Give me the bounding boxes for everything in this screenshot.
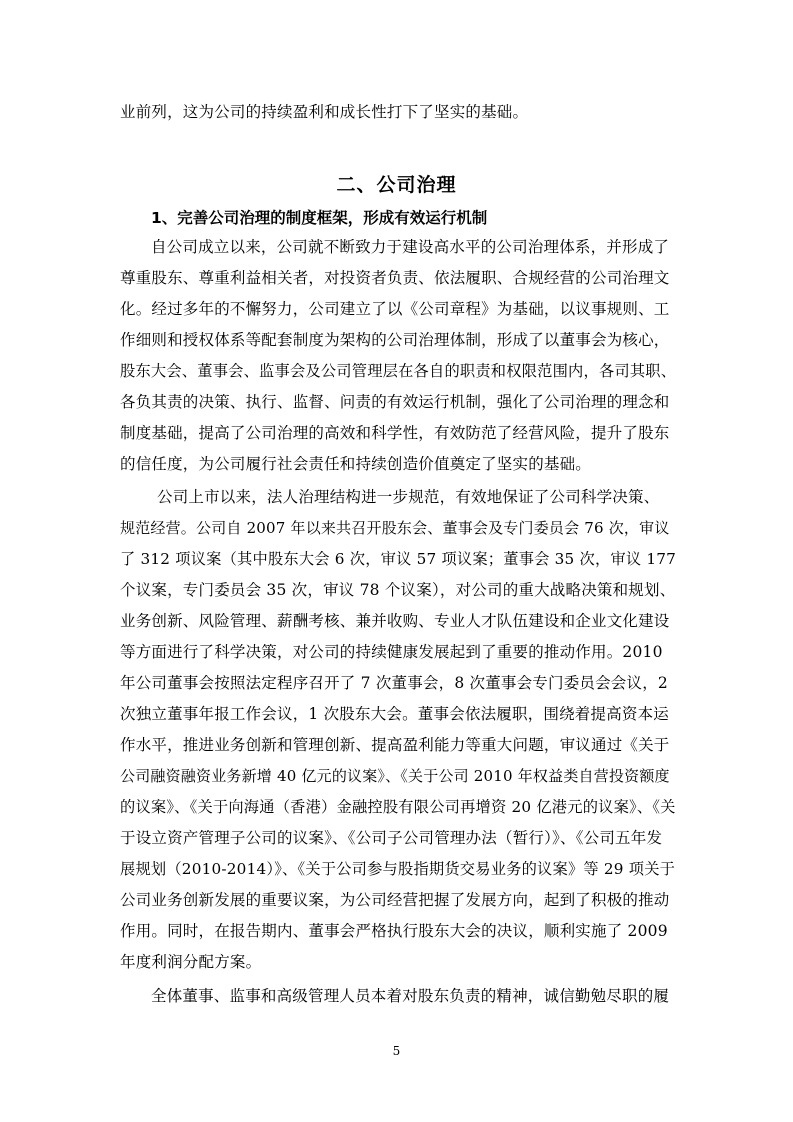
paragraph-line: 了 312 项议案（其中股东大会 6 次，审议 57 项议案；董事会 35 次，审议 177	[120, 550, 677, 568]
lead-line: 业前列，这为公司的持续盈利和成长性打下了坚实的基础。	[120, 103, 529, 121]
paragraph-line: 化。经过多年的不懈努力，公司建立了以《公司章程》为基础，以议事规则、工	[120, 300, 670, 318]
paragraph-line: 次独立董事年报工作会议，1 次股东大会。董事会依法履职，围绕着提高资本运	[120, 705, 669, 723]
paragraph-line: 股东大会、董事会、监事会及公司管理层在各自的职责和权限范围内，各司其职、	[120, 362, 677, 380]
paragraph-line: 公司业务创新发展的重要议案，为公司经营把握了发展方向，起到了积极的推动	[120, 891, 670, 909]
paragraph-line: 公司融资融资业务新增 40 亿元的议案》、《关于公司 2010 年权益类自营投资额度	[120, 767, 670, 785]
paragraph-line: 展规划（2010-2014）》、《关于公司参与股指期货交易业务的议案》等 29 项关于	[120, 860, 676, 878]
page-number: 5	[392, 1044, 401, 1058]
subsection-title: 1、完善公司治理的制度框架，形成有效运行机制	[151, 209, 488, 227]
paragraph-line: 等方面进行了科学决策，对公司的持续健康发展起到了重要的推动作用。2010	[120, 643, 663, 661]
paragraph-line: 作用。同时，在报告期内、董事会严格执行股东大会的决议，顺利实施了 2009	[120, 922, 668, 940]
paragraph-line: 年度利润分配方案。	[120, 953, 262, 971]
paragraph-line: 各负其责的决策、执行、监督、问责的有效运行机制，强化了公司治理的理念和	[120, 393, 670, 411]
paragraph-line: 于设立资产管理子公司的议案》、《公司子公司管理办法（暂行）》、《公司五年发	[120, 829, 663, 847]
paragraph-line: 公司上市以来，法人治理结构进一步规范，有效地保证了公司科学决策、	[157, 488, 660, 506]
paragraph-line: 的信任度，为公司履行社会责任和持续创造价值奠定了坚实的基础。	[120, 455, 592, 473]
paragraph-line: 自公司成立以来，公司就不断致力于建设高水平的公司治理体系，并形成了	[151, 238, 670, 256]
paragraph-line: 制度基础，提高了公司治理的高效和科学性，有效防范了经营风险，提升了股东	[120, 424, 670, 442]
paragraph-line: 全体董事、监事和高级管理人员本着对股东负责的精神，诚信勤勉尽职的履	[151, 987, 670, 1005]
paragraph-line: 作水平，推进业务创新和管理创新、提高盈利能力等重大问题，审议通过《关于	[120, 736, 670, 754]
paragraph-line: 作细则和授权体系等配套制度为架构的公司治理体制，形成了以董事会为核心，	[120, 331, 670, 349]
paragraph-line: 尊重股东、尊重利益相关者，对投资者负责、依法履职、合规经营的公司治理文	[120, 269, 670, 287]
paragraph-line: 的议案》、《关于向海通（香港）金融控股有限公司再增资 20 亿港元的议案》、《关	[120, 798, 676, 816]
paragraph-line: 年公司董事会按照法定程序召开了 7 次董事会，8 次董事会专门委员会会议，2	[120, 674, 668, 692]
paragraph-line: 业务创新、风险管理、薪酬考核、兼并收购、专业人才队伍建设和企业文化建设	[120, 612, 670, 630]
section-title: 二、公司治理	[336, 174, 457, 196]
paragraph-line: 规范经营。公司自 2007 年以来共召开股东会、董事会及专门委员会 76 次，审议	[120, 519, 670, 537]
paragraph-line: 个议案，专门委员会 35 次，审议 78 个议案），对公司的重大战略决策和规划、	[120, 581, 676, 599]
